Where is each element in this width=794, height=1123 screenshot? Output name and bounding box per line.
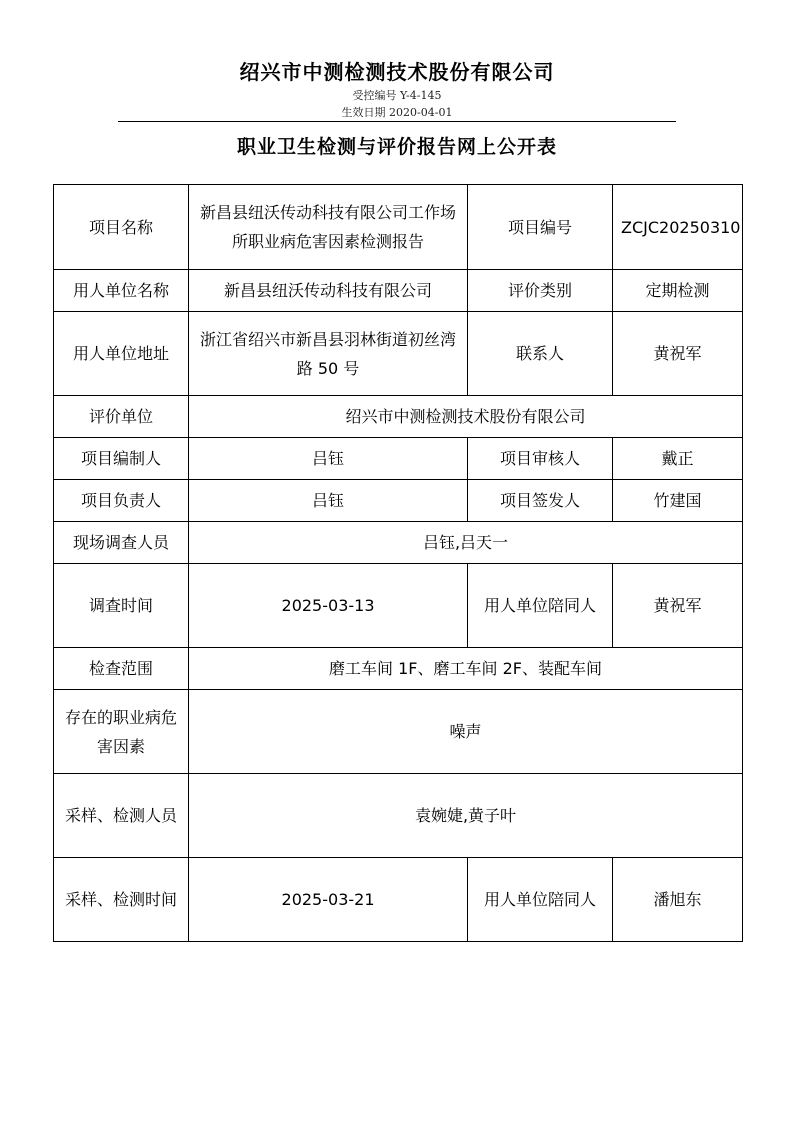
effective-date: 生效日期 2020-04-01: [341, 106, 453, 119]
reviewer-label: 项目审核人: [468, 438, 613, 480]
employer-name-value: 新昌县纽沃传动科技有限公司: [189, 270, 468, 312]
eval-type-label: 评价类别: [468, 270, 613, 312]
sample-escort-label: 用人单位陪同人: [468, 858, 613, 942]
employer-address-label: 用人单位地址: [54, 312, 189, 396]
table-row: [54, 690, 743, 774]
sample-time-label: 采样、检测时间: [54, 858, 189, 942]
project-name-label: 项目名称: [54, 185, 189, 270]
issuer-value: 竹建国: [613, 480, 743, 522]
survey-escort-value: 黄祝军: [613, 564, 743, 648]
table-row: [54, 648, 743, 690]
hazards-value: 噪声: [189, 690, 743, 774]
project-name-value: 新昌县纽沃传动科技有限公司工作场所职业病危害因素检测报告: [189, 185, 468, 270]
table-row: [54, 480, 743, 522]
employer-address-value: 浙江省绍兴市新昌县羽林街道初丝湾路 50 号: [189, 312, 468, 396]
project-no-value: ZCJC20250310: [613, 185, 743, 270]
table-row: [54, 438, 743, 480]
table-row: [54, 522, 743, 564]
sample-time-value: 2025-03-21: [189, 858, 468, 942]
scope-label: 检查范围: [54, 648, 189, 690]
samplers-label: 采样、检测人员: [54, 774, 189, 858]
table-row: [54, 185, 743, 270]
survey-time-value: 2025-03-13: [189, 564, 468, 648]
project-no-label: 项目编号: [468, 185, 613, 270]
disclosure-table: [53, 184, 743, 942]
control-number: 受控编号 Y-4-145: [352, 89, 442, 102]
survey-escort-label: 用人单位陪同人: [468, 564, 613, 648]
survey-time-label: 调查时间: [54, 564, 189, 648]
compiler-value: 吕钰: [189, 438, 468, 480]
eval-unit-label: 评价单位: [54, 396, 189, 438]
surveyors-label: 现场调查人员: [54, 522, 189, 564]
hazards-label: 存在的职业病危害因素: [54, 690, 189, 774]
table-row: [54, 774, 743, 858]
table-row: [54, 858, 743, 942]
leader-label: 项目负责人: [54, 480, 189, 522]
scope-value: 磨工车间 1F、磨工车间 2F、装配车间: [189, 648, 743, 690]
employer-name-label: 用人单位名称: [54, 270, 189, 312]
table-row: [54, 270, 743, 312]
eval-unit-value: 绍兴市中测检测技术股份有限公司: [189, 396, 743, 438]
reviewer-value: 戴正: [613, 438, 743, 480]
table-row: [54, 396, 743, 438]
sample-escort-value: 潘旭东: [613, 858, 743, 942]
form-title: 职业卫生检测与评价报告网上公开表: [236, 136, 557, 158]
table-row: [54, 564, 743, 648]
samplers-value: 袁婉婕,黄子叶: [189, 774, 743, 858]
leader-value: 吕钰: [189, 480, 468, 522]
contact-value: 黄祝军: [613, 312, 743, 396]
contact-label: 联系人: [468, 312, 613, 396]
header-divider: [118, 121, 676, 122]
issuer-label: 项目签发人: [468, 480, 613, 522]
compiler-label: 项目编制人: [54, 438, 189, 480]
surveyors-value: 吕钰,吕天一: [189, 522, 743, 564]
eval-type-value: 定期检测: [613, 270, 743, 312]
table-row: [54, 312, 743, 396]
company-name: 绍兴市中测检测技术股份有限公司: [239, 60, 555, 84]
